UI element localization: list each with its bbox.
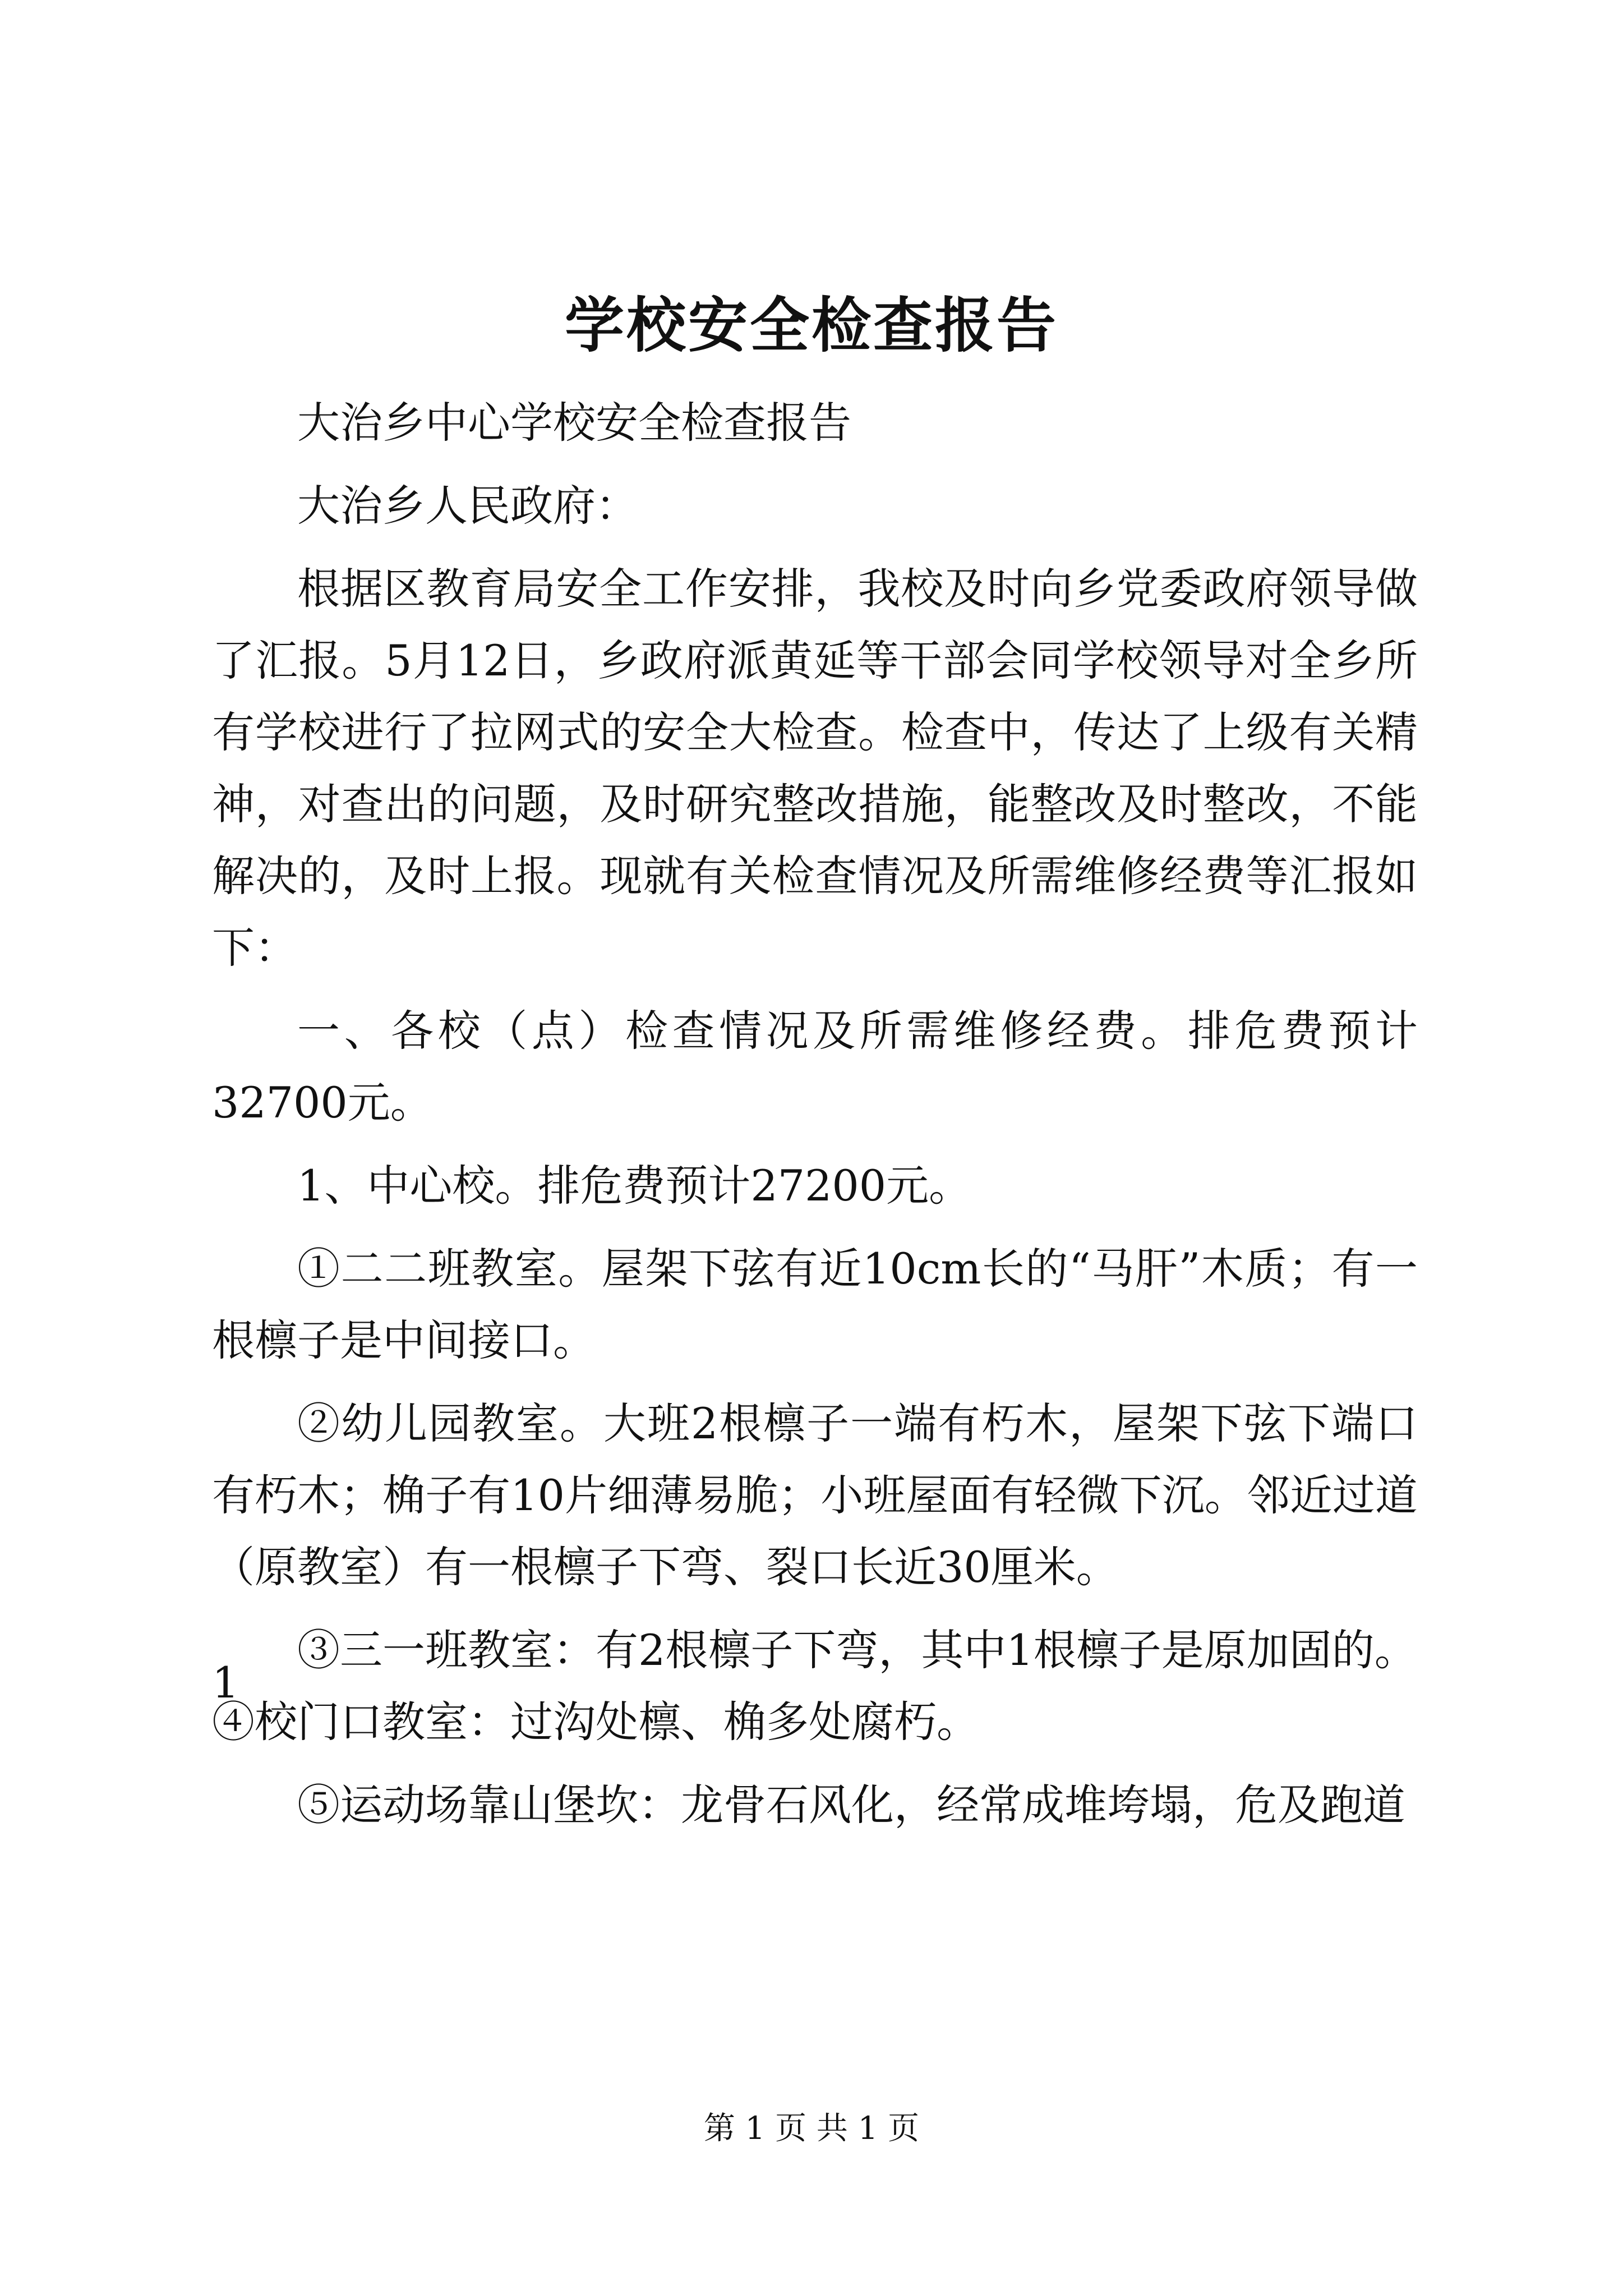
section-one-heading: 一、各校（点）检查情况及所需维修经费。排危费预计32700元。 bbox=[212, 1006, 1418, 1128]
addressee: 大治乡人民政府： bbox=[297, 481, 638, 531]
item-circle-2: ②幼儿园教室。大班2根檩子一端有朽木，屋架下弦下端口有朽木；桷子有10片细薄易脆；小班屋面有轻微下沉。邻近过道（原教室）有一根檩子下弯、裂口长近30厘米。 bbox=[212, 1398, 1418, 1592]
page-marker: 1 bbox=[212, 1658, 239, 1708]
item-central-school: 1、中心校。排危费预计27200元。 bbox=[297, 1161, 972, 1211]
item-circle-3: ③三一班教室：有2根檩子下弯，其中1根檩子是原加固的。 bbox=[297, 1625, 1417, 1675]
document-title: 学校安全检查报告 bbox=[565, 290, 1058, 360]
page-footer: 第 1 页 共 1 页 bbox=[703, 2110, 920, 2147]
item-circle-4: ④校门口教室：过沟处檩、桷多处腐朽。 bbox=[212, 1697, 979, 1747]
item-circle-5: ⑤运动场靠山堡坎：龙骨石风化，经常成堆垮塌，危及跑道 bbox=[297, 1780, 1405, 1830]
report-subtitle: 大治乡中心学校安全检查报告 bbox=[297, 398, 851, 448]
document-body bbox=[212, 387, 1418, 1841]
intro-paragraph: 根据区教育局安全工作安排，我校及时向乡党委政府领导做了汇报。5月12日，乡政府派黄延等干部会同学校领导对全乡所有学校进行了拉网式的安全大检查。检查中，传达了上级有关精神，对查出的问题，及时研究整改措施，能整改及时整改，不能解决的，及时上报。现就有关检查情况及所需维修经费等汇报如下： bbox=[212, 564, 1418, 973]
item-circle-1: ①二二班教室。屋架下弦有近10cm长的“马肝”木质；有一根檩子是中间接口。 bbox=[212, 1244, 1418, 1365]
